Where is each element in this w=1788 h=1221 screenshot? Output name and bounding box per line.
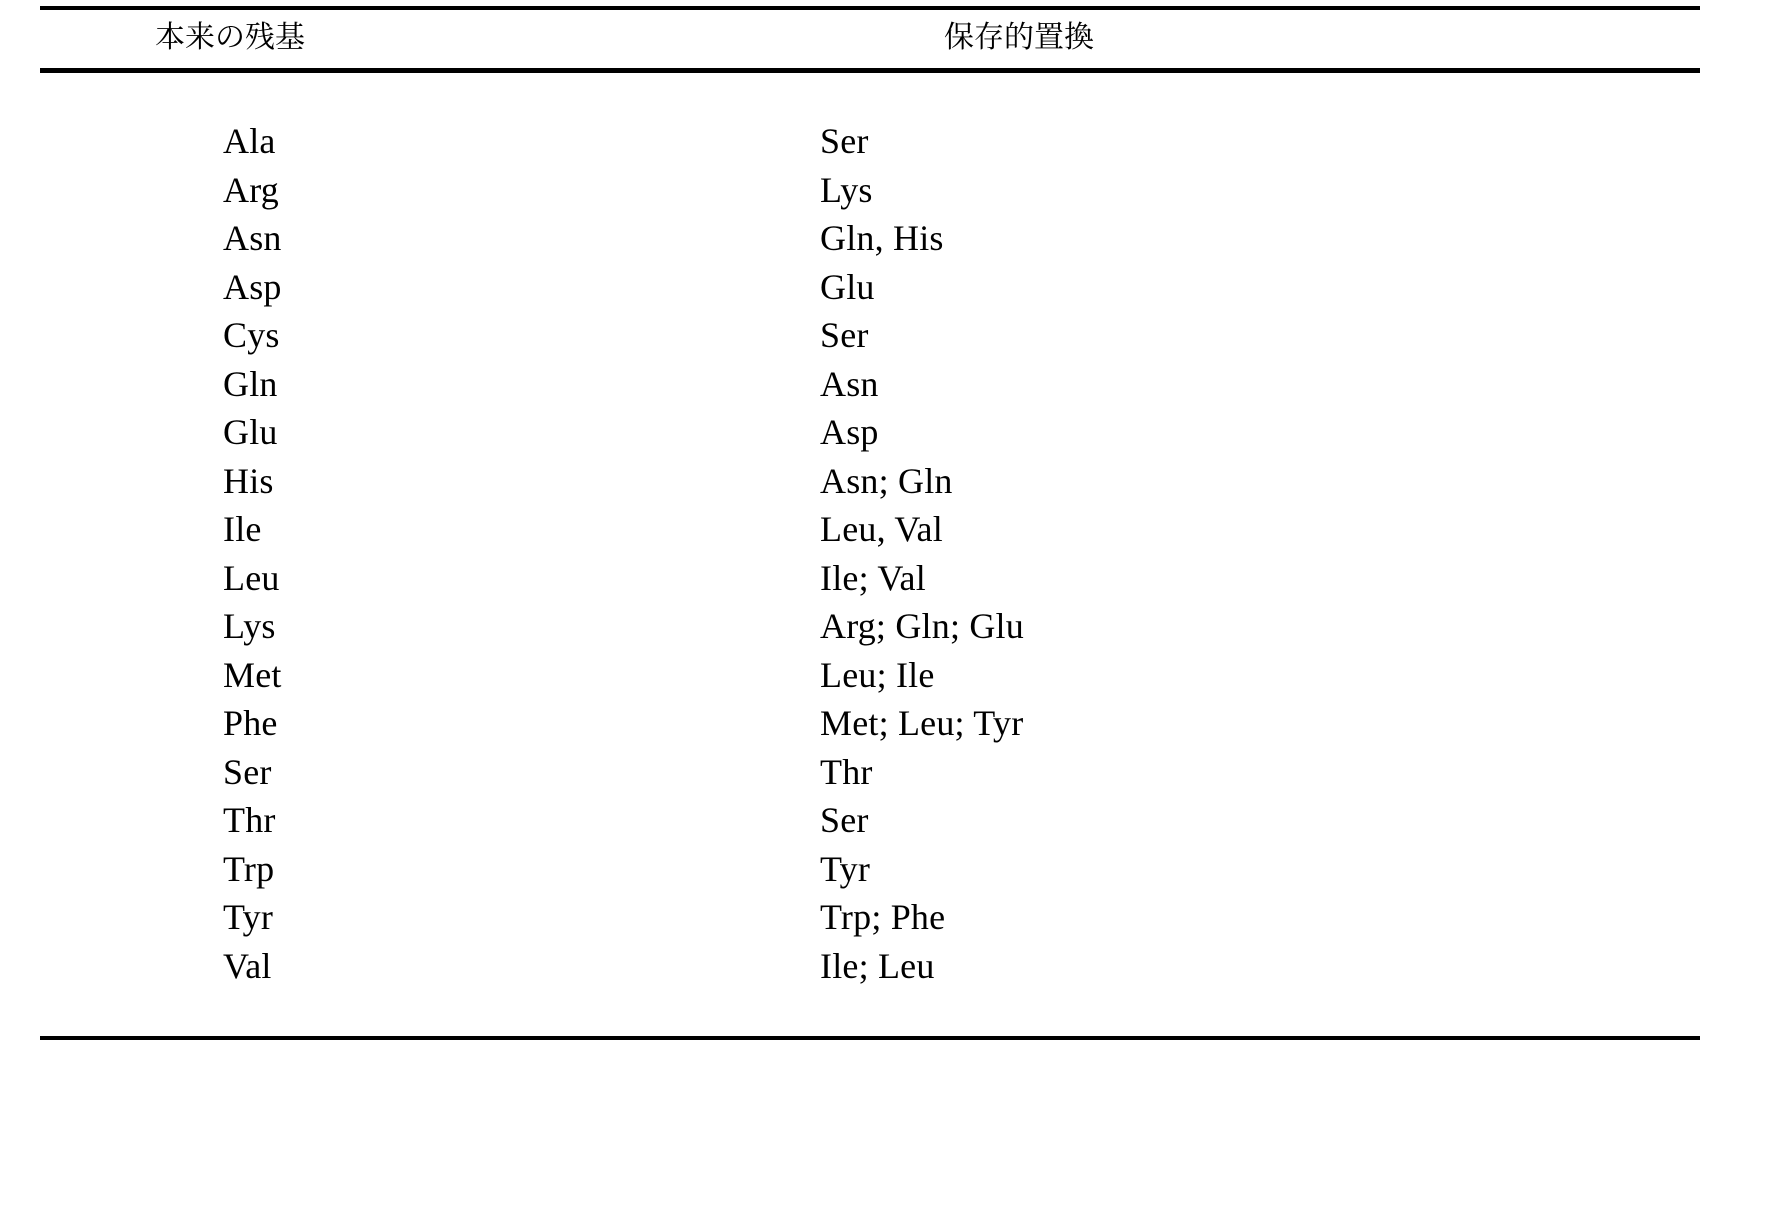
table-row [40,505,1700,554]
table-row [40,360,1700,409]
table-row [40,602,1700,651]
cell-conservative-substitution: Ile; Leu [820,945,935,986]
table-row [40,263,1700,312]
cell-original-residue: Ser [223,751,272,792]
substitution-table [40,6,1700,1040]
cell-conservative-substitution: Met; Leu; Tyr [820,703,1024,743]
cell-original-residue: Met [223,654,282,695]
column-header-original-residue: 本来の残基 [155,20,305,55]
table-body [40,73,1700,1036]
column-header-conservative-substitution: 保存的置換 [944,20,1094,55]
table-row [40,942,1700,991]
table-header-row [40,10,1700,68]
table-row [40,117,1700,166]
cell-conservative-substitution: Lys [820,169,873,210]
cell-conservative-substitution: Tyr [820,848,871,889]
cell-original-residue: Glu [223,412,278,452]
table-row [40,699,1700,748]
table-row [40,893,1700,942]
cell-original-residue: Arg [223,169,279,210]
table-row [40,408,1700,457]
cell-conservative-substitution: Glu [820,266,875,307]
cell-original-residue: Trp [223,848,275,889]
cell-original-residue: Val [223,945,272,986]
table-row [40,748,1700,797]
table-row [40,796,1700,845]
cell-original-residue: Ala [223,121,276,161]
cell-conservative-substitution: Gln, His [820,218,944,258]
cell-conservative-substitution: Ser [820,121,869,161]
cell-conservative-substitution: Leu, Val [820,509,943,549]
cell-conservative-substitution: Asp [820,412,879,452]
cell-original-residue: Cys [223,315,280,355]
cell-original-residue: Lys [223,606,276,646]
table-row [40,311,1700,360]
cell-conservative-substitution: Ser [820,800,869,840]
cell-conservative-substitution: Arg; Gln; Glu [820,606,1024,646]
cell-conservative-substitution: Leu; Ile [820,654,935,695]
cell-original-residue: Ile [223,509,262,549]
cell-original-residue: Leu [223,557,280,598]
cell-conservative-substitution: Ile; Val [820,557,926,598]
cell-original-residue: Gln [223,363,278,404]
cell-conservative-substitution: Asn; Gln [820,460,953,501]
table-row [40,166,1700,215]
cell-original-residue: His [223,460,274,501]
cell-original-residue: Asn [223,218,282,258]
table-bottom-rule [40,1036,1700,1040]
table-row [40,651,1700,700]
cell-original-residue: Asp [223,266,282,307]
cell-original-residue: Thr [223,800,276,840]
cell-original-residue: Phe [223,703,278,743]
cell-conservative-substitution: Asn [820,363,879,404]
cell-conservative-substitution: Ser [820,315,869,355]
table-row [40,214,1700,263]
table-row [40,554,1700,603]
table-row [40,845,1700,894]
cell-original-residue: Tyr [223,897,274,937]
cell-conservative-substitution: Trp; Phe [820,897,946,937]
cell-conservative-substitution: Thr [820,751,873,792]
table-row [40,457,1700,506]
